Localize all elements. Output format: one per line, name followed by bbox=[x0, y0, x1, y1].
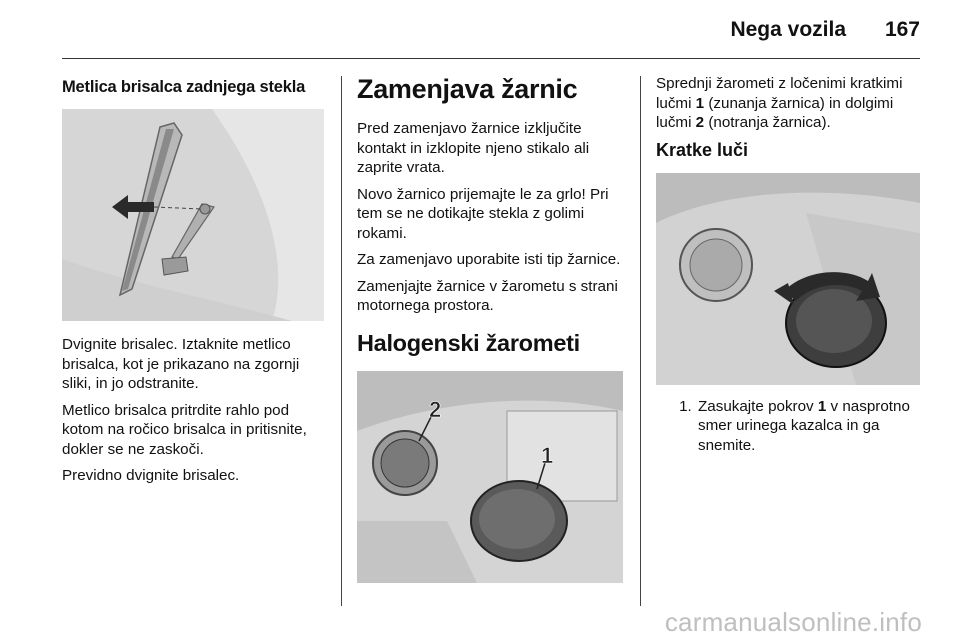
column-bulb-replacement bbox=[357, 74, 625, 583]
step-item: 1. Zasukajte pokrov 1 v nasprotno smer urinega kazalca in ga snemite. bbox=[696, 397, 920, 456]
wiper-heading: Metlica brisalca zadnjega stekla bbox=[62, 78, 306, 96]
column-divider bbox=[640, 76, 641, 606]
bulb-paragraph: Novo žarnico prijemajte le za grlo! Pri tem se ne dotikajte stekla z golimi rokami. bbox=[357, 185, 609, 242]
section-title: Nega vozila bbox=[730, 18, 846, 41]
steps-list bbox=[656, 397, 920, 456]
headlamp-illustration bbox=[357, 371, 623, 583]
page-header bbox=[62, 0, 920, 59]
headlamp-label-1: 1 bbox=[541, 442, 554, 468]
watermark-text: carmanualsonline.info bbox=[664, 607, 922, 637]
wiper-paragraph: Previdno dvignite brisalec. bbox=[62, 467, 240, 484]
low-beam-cover-illustration bbox=[656, 173, 920, 385]
headlamp-label-2: 2 bbox=[429, 396, 442, 422]
bulb-heading: Zamenjava žarnic bbox=[357, 74, 578, 104]
column-wiper bbox=[62, 74, 326, 493]
wiper-paragraph: Dvignite brisalec. Iztaknite metlico brisalca, kot je prikazano na zgornji sliki, in jo odstranite. bbox=[62, 336, 300, 392]
low-beam-heading: Kratke luči bbox=[656, 139, 749, 160]
bulb-paragraph: Za zamenjavo uporabite isti tip žarnice. bbox=[357, 251, 621, 268]
bulb-paragraph: Zamenjajte žarnice v žarometu s strani motornega prostora. bbox=[357, 277, 618, 314]
low-beam-intro: Sprednji žarometi z ločenimi kratkimi lučmi 1 (zunanja žarnica) in dolgimi lučmi 2 (notranja žarnica). bbox=[656, 75, 903, 131]
page-number: 167 bbox=[884, 18, 920, 41]
bulb-paragraph: Pred zamenjavo žarnice izključite kontakt in izklopite njeno stikalo ali zaprite vrata. bbox=[357, 120, 590, 176]
wiper-paragraph: Metlico brisalca pritrdite rahlo pod kotom na ročico brisalca in pritisnite, dokler se ne zaskoči. bbox=[62, 401, 307, 458]
column-divider bbox=[341, 76, 342, 606]
halogen-heading: Halogenski žarometi bbox=[357, 329, 580, 356]
column-low-beam bbox=[656, 74, 920, 455]
wiper-illustration bbox=[62, 109, 324, 321]
